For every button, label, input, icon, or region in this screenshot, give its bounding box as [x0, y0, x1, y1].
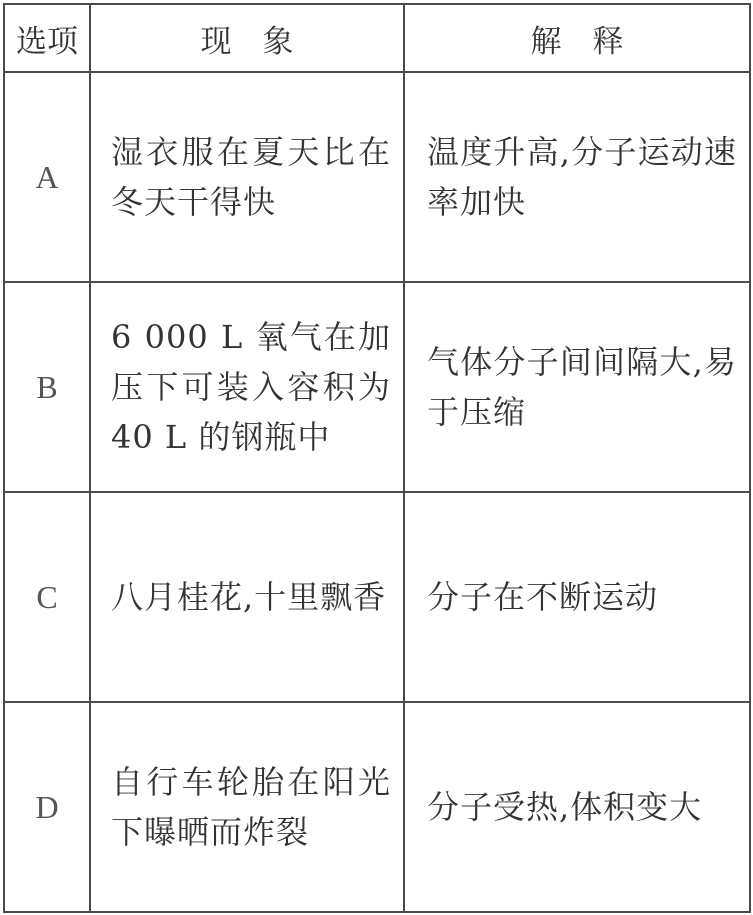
header-phenomenon: 现 象: [90, 4, 404, 72]
table-row-d: [4, 702, 750, 912]
explanation-cell: 分子受热,体积变大: [404, 702, 750, 912]
option-cell: D: [4, 702, 90, 912]
explanation-cell: 气体分子间间隔大,易于压缩: [404, 282, 750, 492]
table-row-a: [4, 72, 750, 282]
table-header-row: [4, 4, 750, 72]
explanation-cell: 分子在不断运动: [404, 492, 750, 702]
explanation-cell: 温度升高,分子运动速率加快: [404, 72, 750, 282]
phenomenon-explanation-table: [3, 3, 751, 913]
header-explanation: 解 释: [404, 4, 750, 72]
table-row-c: [4, 492, 750, 702]
phenomenon-cell: 八月桂花,十里飘香: [90, 492, 404, 702]
phenomenon-cell: 自行车轮胎在阳光下曝晒而炸裂: [90, 702, 404, 912]
option-cell: A: [4, 72, 90, 282]
question-table-container: [3, 3, 749, 911]
table-row-b: [4, 282, 750, 492]
option-cell: B: [4, 282, 90, 492]
header-option: 选项: [4, 4, 90, 72]
phenomenon-cell: 湿衣服在夏天比在冬天干得快: [90, 72, 404, 282]
option-cell: C: [4, 492, 90, 702]
phenomenon-cell: 6 000 L 氧气在加压下可装入容积为40 L 的钢瓶中: [90, 282, 404, 492]
